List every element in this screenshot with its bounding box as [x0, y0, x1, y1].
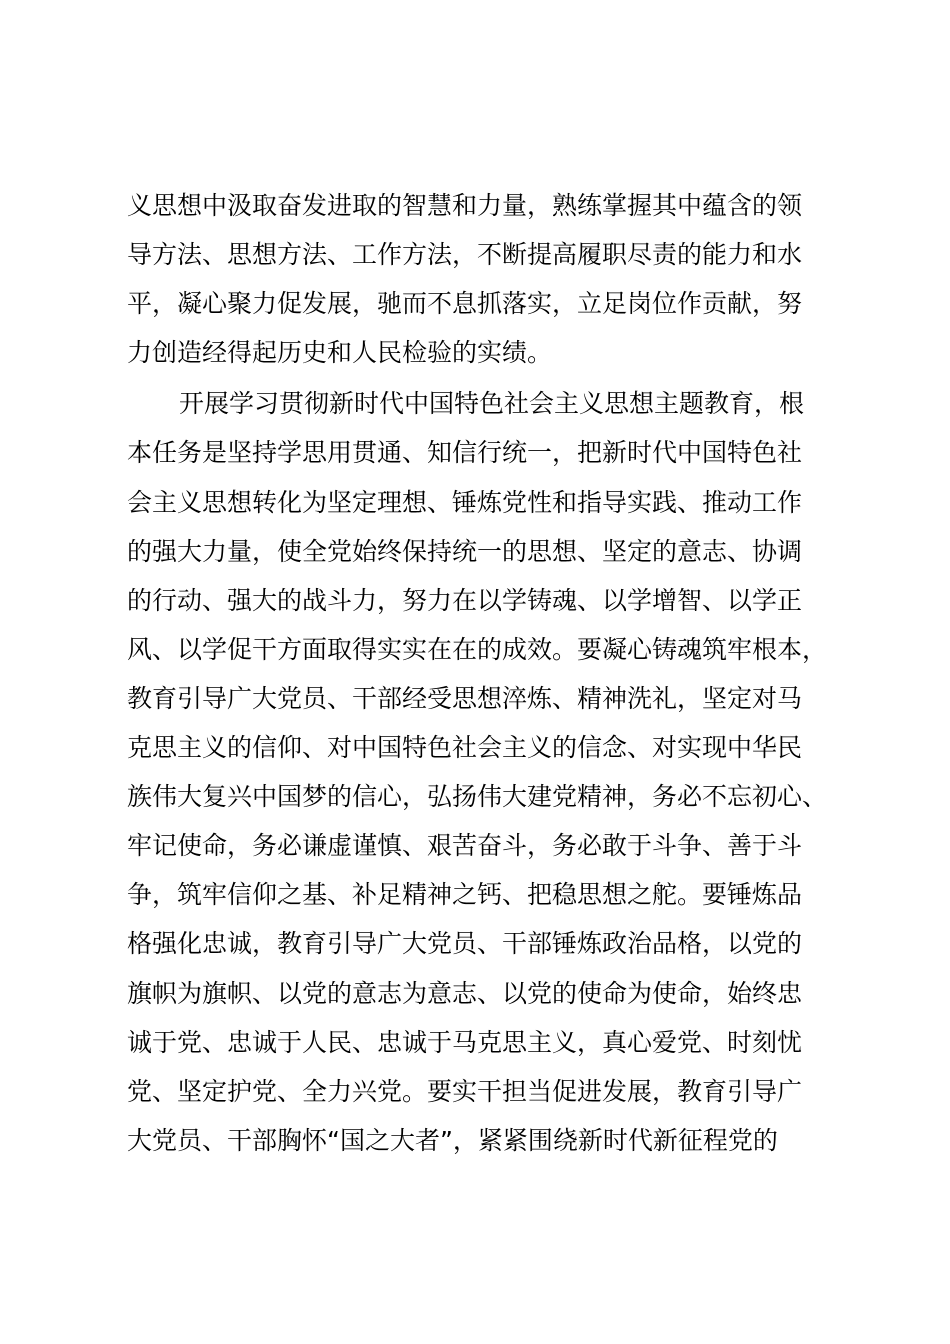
paragraph-line: 旗帜为旗帜、以党的意志为意志、以党的使命为使命，始终忠 — [127, 978, 803, 1008]
paragraph-line: 族伟大复兴中国梦的信心，弘扬伟大建党精神，务必不忘初心、 — [127, 782, 828, 812]
paragraph-line: 的行动、强大的战斗力，努力在以学铸魂、以学增智、以学正 — [127, 585, 803, 615]
paragraph-line: 争，筑牢信仰之基、补足精神之钙、把稳思想之舵。要锤炼品 — [127, 880, 803, 910]
paragraph-line: 诚于党、忠诚于人民、忠诚于马克思主义，真心爱党、时刻忧 — [127, 1027, 803, 1057]
paragraph-1 — [127, 181, 847, 377]
paragraph-line: 克思主义的信仰、对中国特色社会主义的信念、对实现中华民 — [127, 733, 803, 763]
paragraph-line: 开展学习贯彻新时代中国特色社会主义思想主题教育，根 — [179, 389, 805, 419]
paragraph-line: 教育引导广大党员、干部经受思想淬炼、精神洗礼，坚定对马 — [127, 683, 803, 713]
paragraph-line: 力创造经得起历史和人民检验的实绩。 — [127, 338, 553, 368]
document-body — [127, 181, 847, 1165]
paragraph-line: 导方法、思想方法、工作方法，不断提高履职尽责的能力和水 — [127, 240, 803, 270]
paragraph-2 — [127, 379, 847, 1165]
paragraph-line: 牢记使命，务必谦虚谨慎、艰苦奋斗，务必敢于斗争、善于斗 — [127, 831, 803, 861]
paragraph-line: 会主义思想转化为坚定理想、锤炼党性和指导实践、推动工作 — [127, 487, 803, 517]
paragraph-line: 风、以学促干方面取得实实在在的成效。要凝心铸魂筑牢根本， — [127, 634, 828, 664]
paragraph-line: 义思想中汲取奋发进取的智慧和力量，熟练掌握其中蕴含的领 — [127, 191, 803, 220]
paragraph-line: 的强大力量，使全党始终保持统一的思想、坚定的意志、协调 — [127, 536, 803, 566]
paragraph-line: 格强化忠诚，教育引导广大党员、干部锤炼政治品格，以党的 — [127, 929, 803, 959]
paragraph-line: 党、坚定护党、全力兴党。要实干担当促进发展，教育引导广 — [127, 1076, 803, 1106]
paragraph-line: 本任务是坚持学思用贯通、知信行统一，把新时代中国特色社 — [127, 438, 803, 468]
paragraph-line: 平，凝心聚力促发展，驰而不息抓落实，立足岗位作贡献，努 — [127, 289, 803, 319]
paragraph-line: 大党员、干部胸怀“国之大者”，紧紧围绕新时代新征程党的 — [127, 1125, 778, 1155]
